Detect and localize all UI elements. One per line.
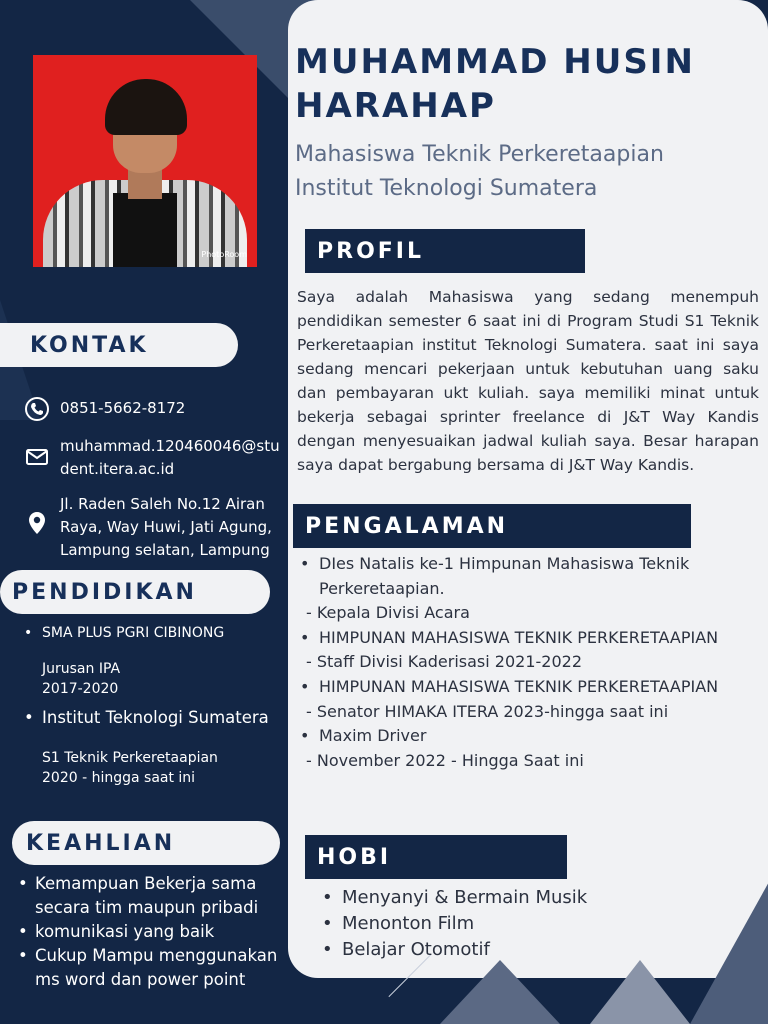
person-subtitle (295, 138, 755, 206)
contact-phone (24, 396, 185, 422)
education-school: • Institut Teknologi Sumatera (22, 706, 288, 730)
subtitle-line: Institut Teknologi Sumatera (295, 176, 598, 201)
contact-phone-text: 0851-5662-8172 (60, 399, 186, 417)
experience-item: • DIes Natalis ke-1 Himpunan Mahasiswa Teknik Perkeretaapian. (300, 552, 760, 601)
phone-icon (24, 396, 50, 422)
experience-role: - Kepala Divisi Acara (306, 603, 470, 623)
section-header-kontak: KONTAK (0, 323, 238, 367)
section-header-pengalaman: PENGALAMAN (293, 504, 691, 548)
education-item (22, 706, 288, 788)
education-years: 2020 - hingga saat ini (42, 770, 196, 786)
experience-list (300, 552, 760, 773)
hobby-item: • Menonton Film (322, 911, 722, 937)
photo-tshirt (113, 193, 177, 267)
education-major: Jurusan IPA (42, 661, 121, 677)
experience-role: - Staff Divisi Kaderisasi 2021-2022 (306, 652, 583, 672)
hobby-list (322, 885, 722, 963)
email-line: dent.itera.ac.id (60, 460, 175, 478)
section-header-profil: PROFIL (305, 229, 585, 273)
address-line: Lampung selatan, Lampung (60, 541, 270, 559)
address-line: Raya, Way Huwi, Jati Agung, (60, 518, 272, 536)
contact-address (24, 493, 272, 562)
education-major: S1 Teknik Perkeretaapian (42, 750, 218, 766)
location-pin-icon (24, 510, 50, 536)
subtitle-line: Mahasiswa Teknik Perkeretaapian (295, 142, 664, 167)
email-line: muhammad.120460046@stu (60, 437, 280, 455)
contact-email (24, 435, 280, 481)
contact-address-text (60, 493, 272, 562)
profile-text: Saya adalah Mahasiswa yang sedang menempuh pendidikan semester 6 saat ini di Program Studi S1 Teknik Perkeretaapian institut Teknologi Sumatera. saat ini saya sedang mencari pekerjaan untuk kebutuhan uang saku dan pembayaran ukt kuliah. saya memiliki minat untuk bekerja sebagai sprinter freelance di J&T Way Kandis dengan menyesuaikan jadwal kuliah saya. Besar harapan saya dapat bergabung bersama di J&T Way Kandis. (297, 288, 759, 474)
contact-email-text (60, 435, 280, 481)
section-header-keahlian: KEAHLIAN (12, 821, 280, 865)
photo-hair (105, 79, 187, 135)
profile-photo (33, 55, 257, 267)
education-school: • SMA PLUS PGRI CIBINONG (22, 623, 288, 643)
photo-watermark: PhotoRoom (201, 250, 247, 259)
hobby-item: • Menyanyi & Bermain Musik (322, 885, 722, 911)
experience-item: • HIMPUNAN MAHASISWA TEKNIK PERKERETAAPIAN (300, 626, 760, 651)
skill-item: • komunikasi yang baik (18, 920, 288, 944)
education-years: 2017-2020 (42, 681, 119, 697)
skill-item: • Kemampuan Bekerja sama secara tim maupun pribadi (18, 872, 288, 920)
skills-list (18, 872, 288, 992)
experience-role: - Senator HIMAKA ITERA 2023-hingga saat ini (306, 701, 669, 721)
mail-icon (24, 444, 50, 470)
address-line: Jl. Raden Saleh No.12 Airan (60, 495, 265, 513)
section-header-pendidikan: PENDIDIKAN (0, 570, 270, 614)
section-header-hobi: HOBI (305, 835, 567, 879)
experience-item: • Maxim Driver (300, 724, 760, 749)
hobby-item: • Belajar Otomotif (322, 937, 722, 963)
background-shape (590, 960, 690, 1024)
background-shape (440, 960, 560, 1024)
person-name: MUHAMMAD HUSIN HARAHAP (295, 42, 695, 126)
experience-item: • HIMPUNAN MAHASISWA TEKNIK PERKERETAAPIAN (300, 675, 760, 700)
experience-role: - November 2022 - Hingga Saat ini (306, 750, 584, 770)
education-item (22, 623, 288, 699)
skill-item: • Cukup Mampu menggunakan ms word dan power point (18, 944, 288, 992)
